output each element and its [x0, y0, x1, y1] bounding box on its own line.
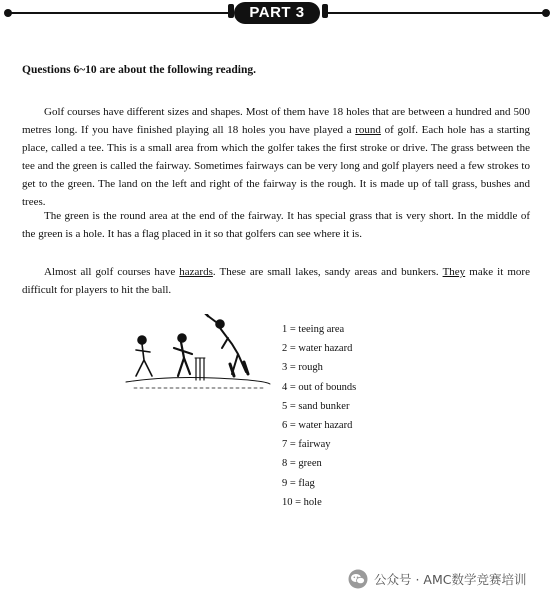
wechat-icon: [348, 569, 368, 589]
paragraph-text: Almost all golf courses have: [44, 266, 180, 278]
header-rule: [326, 12, 546, 14]
paragraph-text: make it more difficult for players to hit the ball.: [22, 266, 530, 296]
legend-item: 6 = water hazard: [282, 419, 353, 431]
legend-item: 7 = fairway: [282, 439, 331, 451]
underlined-word: They: [442, 266, 466, 278]
paragraph-text: Golf courses have different sizes and shapes. Most of them have 18 holes that are between a hundred and 500 metres long. If you have finished playing all 18 holes you have played a: [22, 106, 530, 136]
legend-item: 1 = teeing area: [282, 324, 345, 335]
header-rule-end: [542, 9, 550, 17]
badge-cap: [322, 4, 328, 18]
legend-item: 5 = sand bunker: [282, 400, 350, 412]
watermark: [348, 568, 527, 590]
underlined-word: hazards: [179, 266, 213, 278]
legend-item: 3 = rough: [282, 362, 323, 374]
legend-item: 10 = hole: [282, 496, 322, 508]
legend-item: 8 = green: [282, 458, 322, 470]
underlined-word: round: [355, 124, 381, 136]
header-rule: [8, 12, 230, 14]
reading-paragraph-2: The green is the round area at the end of the fairway. It has special grass that is very short. In the middle of the green is a hole. It has a flag placed in it so that golfers can see where it is.: [22, 210, 530, 240]
reading-paragraph-1: [22, 103, 530, 211]
legend-item: 2 = water hazard: [282, 343, 353, 355]
legend-item: 9 = flag: [282, 477, 315, 489]
paragraph-text: of golf. Each hole has a starting place, called a tee. This is a small area from which the golfer takes the first stroke or drive. The grass between the tee and the green is called the fairway. Sometimes fairways can be very long and golf players need a few strokes to get to the green. The land on the left and right of the fairway is the rough. It is made up of tall grass, bushes and trees.: [22, 124, 530, 208]
legend-item: 4 = out of bounds: [282, 381, 357, 393]
part-badge: PART 3: [234, 2, 320, 24]
figure-legend: [282, 320, 356, 512]
cricket-players-illustration: [124, 314, 272, 392]
reading-paragraph-3: [22, 263, 530, 299]
paragraph-text: . These are small lakes, sandy areas and bunkers.: [212, 266, 443, 278]
watermark-text: 公众号 · AMC数学竞赛培训: [374, 572, 527, 587]
questions-heading: Questions 6~10 are about the following reading.: [22, 64, 256, 76]
